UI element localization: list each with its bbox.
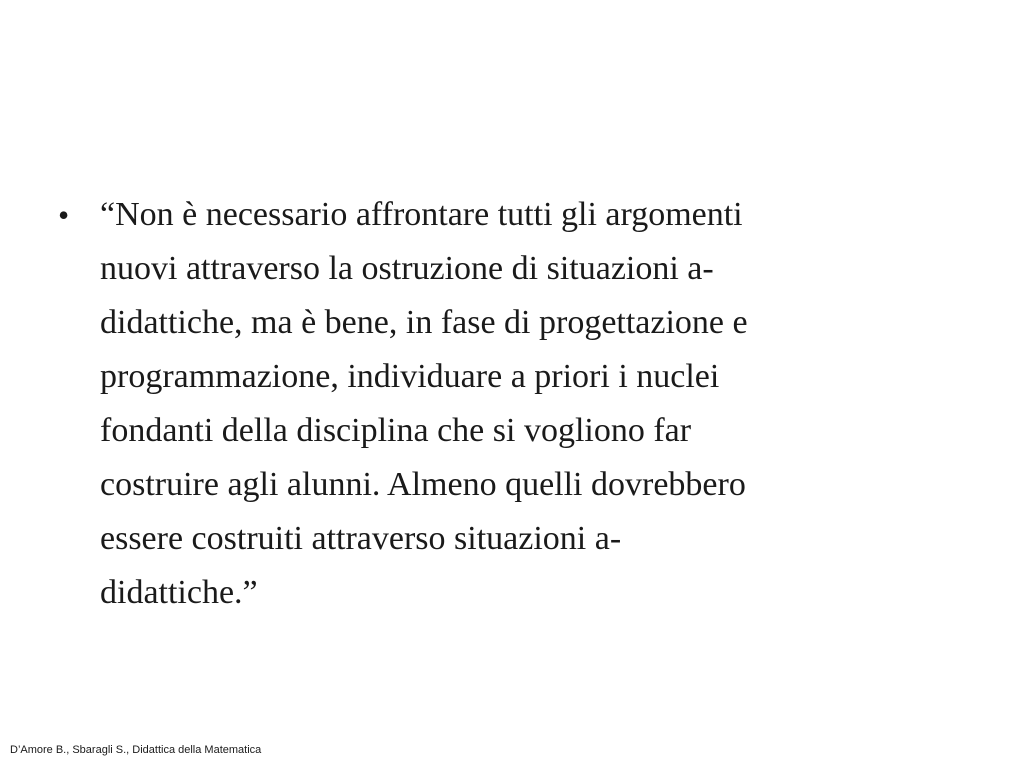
quote-line-5: fondanti della disciplina che si vogliono far: [100, 412, 692, 449]
bullet-icon: •: [58, 197, 70, 233]
quote-line-2: nuovi attraverso la ostruzione di situazioni a-: [100, 250, 714, 287]
quote-line-4: programmazione, individuare a priori i nuclei: [100, 358, 720, 395]
quote-line-7: essere costruiti attraverso situazioni a-: [100, 520, 622, 557]
quote-line-8: didattiche.”: [100, 574, 258, 611]
quote-line-6: costruire agli alunni. Almeno quelli dovrebbero: [100, 466, 746, 503]
footer-citation: D’Amore B., Sbaragli S., Didattica della Matematica: [10, 744, 262, 756]
slide-content: [58, 188, 958, 620]
quote-line-1: “Non è necessario affrontare tutti gli argomenti: [100, 196, 743, 233]
bullet-item: [58, 188, 958, 620]
quote-text: [100, 188, 748, 620]
quote-line-3: didattiche, ma è bene, in fase di progettazione e: [100, 304, 748, 341]
